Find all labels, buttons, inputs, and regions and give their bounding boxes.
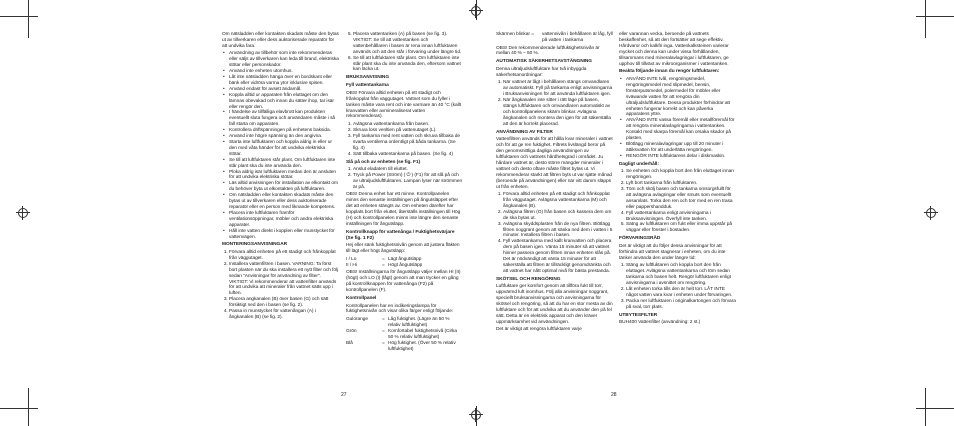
list-item: 2. När ångkanalen inte sitter i rätt läge på basen, stängs luftfuktaren och omvandlaren automatiskt av och kontrollpanelens skärm blinkar. Avlägsna ångkanalen och montera den igen för att säkerställa att den är korrekt placerad. [503, 98, 613, 128]
list-item: • Blötlägg mineralavlagringar upp till 20 minuter i ättiksvatten för att underlätta rengöringen. [626, 142, 736, 154]
paragraph: Hej eller sänk fuktighetsnivån genom att justera fläkten till lägt eller högt ångutsläpp: [346, 243, 460, 255]
sub-heading: Kontrollpanel [346, 295, 377, 301]
indicator-row [346, 329, 463, 341]
list-item: • Använd inte högre spänning än den angivna. [229, 134, 339, 140]
list-item: • Läs alltid anvisningen för installation av elkontakt om du behöver byta ut elkontakten på luftfuktaren. [229, 181, 339, 193]
list-item: 2. Installera vattenfiltren i basen. VARNING: Ta först bort plasten när du ska installera ett nytt filter och följ sedan "Anvisningar för användning av filter". VIKTIGT: Vi rekommenderar att vattenfilter används för att undvika att mineraler från vattnet sätts upp i luften. [229, 262, 339, 297]
column-2 [346, 32, 463, 353]
list-item: • Låt inte nätsladden hänga över en bordskant eller bänk eller vidröra varma ytor inklusive spisen. [229, 75, 339, 87]
list-item: 3. Packa ner luftfuktaren i originalkartongen och förvara på sval, torr plats. [626, 299, 736, 311]
safety-bullets [222, 51, 339, 240]
page-number: 28 [611, 392, 617, 398]
registration-mark [924, 206, 938, 220]
paragraph: Om nätsladden eller kontakten skadats måste den bytas ut av tillverkaren eller dess auktoriserade reparatör för att undvika fara. [222, 32, 339, 49]
list-item: 2. Skruva loss venltien på vattenutaget (L). [353, 128, 463, 134]
list-item: 5. Sätng av luftfuktaren om fukt eller imma uppstår på väggar eller fönster i bostaden. [626, 222, 736, 234]
column-3 [496, 32, 613, 335]
list-item: 4. Fyll vattentankarna enligt anvisningarna i Bruksanvisningen. Överfyll inte tanken. [626, 211, 736, 223]
list-item: • I händelse av tillfälliga elavbrott kan produkten eventuellt sluta fungera och användaren måste i så fall starta om apparaten. [229, 110, 339, 128]
list-item: 2. Låt enheten torka tills den är helt torr. LÅT INTE något vatten vara kvar i enheten under förvaringen. [626, 287, 736, 299]
sub-heading: Kontrollknapp för vattenånga / Fuktighetsvärjare (Se fig. 1 F2) [346, 229, 455, 241]
list-item: 5. Placera vattentanken (A) på basen (se fig. 3). VIKTIGT: Se till att vattentanken och vattenbehållaren i basen är rena innan luftfuktaren används och att den står i förvaring under längre tid. [353, 32, 463, 56]
section-heading: AUTOMATISK SÄKERHETSAVSTÄNGNING [496, 59, 592, 65]
crop-mark [925, 0, 926, 38]
list-item: 4. Passa in munstycket för vattenångan (A) i ångkanalen (B) (se fig. 2). [229, 309, 339, 321]
registration-mark [16, 206, 30, 220]
section-heading: BRUKSANVISNING [346, 75, 390, 81]
list-item: 1. Avlägsna vattentankarna från basen. [353, 122, 463, 128]
filter-steps [496, 192, 613, 275]
section-heading: ANVÄNDNING AV FILTER [496, 129, 553, 135]
indicator-value: Komfortabel fuktighetsnivå (Cirka 50 % relativ luftfuktighet) [388, 328, 458, 340]
list-item: 3. Placera angkanalen (B) över basen (G) och sätt försiktigt ned den i basen (se fig. 2). [229, 297, 339, 309]
level-key: I / Lo [346, 256, 357, 262]
level-sep: = [382, 256, 385, 262]
list-item: • Om nätsladden eller kontakten skadats måste den bytas ut av tillverkaren eller dess auktoriserade reparatör eller en person med liknande kompetens. [229, 193, 339, 211]
section-heading: MONTERINGSANVISNINGAR [222, 242, 288, 248]
warning-row [496, 32, 613, 44]
list-item: 3. Töm och skölj basen och tankarna omsorgsfullt för att avlägsna avlagringar eller smuts som eventuellt ansamlats. Torka den ren och torr med en ren trasa eller pappershandduk. [626, 187, 736, 211]
list-item: 4. Sätt tillbaka vattentankarna på basen. (Se fig. 4) [353, 152, 463, 158]
indicator-key: Gulorange [346, 317, 368, 323]
indicator-sep: = [382, 328, 385, 334]
paragraph: Luftfuktare ger komfort genom att tillföra fukt till torr, uppvärmd luft inomhus. Följ alla anvisningar noggrant, speciellt bruksanvisningarna och anvisningarna för skötsel och rengöring, så att du har en stor mesta av din luftfuktare och för att undvika att du använder den på fel sätt. Detta är en elektrisk apparat och den kräver uppmärksamhet vid användningen. [496, 284, 613, 325]
list-item: 1. När vattnet är lågt i behållaren stängs omvandlaren av automatiskt. Fyll på tankarna enligt anvisningarna i Bruksanvisningen för att använda luftfuktaren igen. [503, 80, 613, 98]
list-item: 2. Lyft bort tankarna från luftfuktaren. [626, 181, 736, 187]
crop-mark [0, 408, 38, 409]
list-item: 4. Fyll vattentankarna med kallt kranvatten och placera dem på basen igen. Vänta 15 minuter så att vattnet hinner passera genom filtren innan enheten slås på. Det är nödvändigt att vänta 15 minuter för att säkerställa att filtren är tillräckligt genomdränkta och att vattnet har nått optimal nivå för bästa prestanda. [503, 239, 613, 274]
caution-bullets [619, 77, 736, 160]
sub-heading: Slå på och av enheten (se fig. F1) [346, 159, 421, 165]
list-item: • ANVÄND INTE tvål, rengöringsmedel, rengöringsmedel med slipmedel, bensin, fönsterputsmedel, polermedel för möbler eller sväwande vatten för att rengöra din ultraljudsluftfuktare. Dessa produkter förhindrar att enheten fungerar korrekt och kan påverka apparatens yttre. [626, 77, 736, 118]
paragraph: OBS! Den rekommenderade luftfuktighetsnivån är mellan 40 % – 50 %. [496, 45, 600, 57]
indicator-sep: = [382, 340, 385, 346]
list-item: 1. Förvara alltid enheten på ett stadigt och frånkopplat från väggutaget. [229, 250, 339, 262]
paragraph: Kontrollpanelen har en indikeringslampa för fuktighetsnivån och visar olika färger enligt följande: [346, 303, 454, 315]
crop-mark [916, 16, 954, 17]
list-item: • Använd endast för avsett ändamål. [229, 87, 339, 93]
sub-heading: Dagligt underhåll: [619, 161, 659, 167]
list-item: • ANVÄND INTE vassa föremål eller metallföremål för att rengöra mineralavlagringarna i vattentanken. Kontakt med skarpa föremål kan orsaka skador på plasten. [626, 118, 736, 142]
daily-steps [619, 169, 736, 234]
crop-mark [925, 388, 926, 426]
list-item: 2. Tryck på Power (Ström) ( ⏻ ) (F1) för att slå på och av ultraljudsluftfuktaren. Lampan lyser när strömmen är på. [353, 173, 463, 191]
column-1 [222, 32, 339, 323]
list-item: 1. Anslut eladatern till eluttet. [353, 167, 463, 173]
power-steps [346, 167, 463, 191]
level-value: Högt ångutsläpp [388, 262, 423, 268]
list-item: 1. Se enheten och koppla bort den från eluttaget innan rengöringen. [626, 169, 736, 181]
warning-key: Skärmen blinkar = [496, 32, 534, 37]
section-heading: FÖRVARINGSRÅD [619, 236, 661, 242]
list-item: • Se till att luftfuktaren står plant. Om luftfuktaren inte står plant ska du inte använda den. [229, 158, 339, 170]
indicator-row [346, 341, 463, 353]
storage-steps [619, 263, 736, 310]
list-item: • Användning av tillbehör som inte rekommenderas eller säljs av tillverkaren kan leda till brand, elektriska stötar eller personskador. [229, 51, 339, 69]
assembly-steps-cont [346, 32, 463, 73]
list-item: 2. Avlägsna filtren (O) från basen och kassera dem om de ska bytas ut. [503, 210, 613, 222]
sub-heading: Beakta följande innan du rengör luftfuktaren: [619, 69, 720, 75]
level-sep: = [382, 262, 385, 268]
level-key: II / Hi [346, 262, 357, 268]
indicator-value: Låg fuktighet. (Lägre än 50 % relativ luftfuktighet) [388, 317, 450, 328]
page-number: 27 [341, 392, 347, 398]
list-item: • Placera inte luftfuktaren framför ventilationsöppningar, möbler och andra elektriska apparater. [229, 211, 339, 229]
paragraph: Det är viktigt att rengöra luftfuktaren varje [496, 327, 582, 333]
indicator-sep: = [382, 317, 385, 323]
list-item: 3. Fyll tankarna med rent vatten och skruva tillbaka de svarta ventilerna ordentligt på båda tankarna. (Se fig. 4) [353, 134, 463, 152]
paragraph: Denna ultraljudsluftfuktare har två inbyggda säkerhetsanordningar: [496, 66, 587, 78]
crop-mark [28, 0, 29, 38]
list-item: 3. Avlägsna skyddsplasten från de nya filtren. Blötlägg filtren noggrant genom att sänka ned dem i vatten i 5 minuter. Installera filtren i basen. [503, 222, 613, 240]
paragraph: BUH400 Vattenfilter (användning: 2 st.) [619, 320, 701, 326]
crop-mark [28, 388, 29, 426]
paragraph: eller varannan vecka, beroende på vattnets beskaffenhet, så att den fortsätter att sege effektiv. Hårdvaror och kalkfri inga. Vattenkalksteinen varierar mycket och denna kan under vissa förhållanden, tillsammans med mineralavlagringar i luftfuktaren, ge upphov till tillväxt av mikroorganismer i vattentanken. [619, 32, 729, 67]
paragraph: OBS! Förvara alltid enheten på ett stadigt och frånkopplat från väggutaget. Vattnet som du fyller i tanken måste vara rent och inte varmare än 40 °C (kallt kranvatten eller avmineraliserat vatten rekommenderas). [346, 90, 461, 120]
section-heading: SKÖTSEL OCH RENGÖRING [496, 276, 561, 282]
safety-steps [496, 80, 613, 127]
list-item: • RENGÖR INTE luftfuktarens delar i diskmaskin. [626, 154, 736, 160]
indicator-key: Blå [346, 340, 353, 346]
list-item: • Använd inte enheten utomhus. [229, 69, 339, 75]
crop-mark [0, 16, 38, 17]
level-value: Lägt ångutsläpp [388, 256, 422, 262]
indicator-value: Hög fuktighet. (Över 50 % relativ luftfuktighet) [388, 340, 456, 352]
paragraph: OBS! Inställningarna för ångutsläpp väljer mellan HI (II) (högt) och LO (I) (lågt) genom att man trycker en gång på kontrollknappen för vattenånga (F2) på kontrollpanelen (F). [346, 270, 461, 294]
registration-mark [469, 4, 483, 18]
list-item: • Ploka aldrig isär luftfuktaren medan den är ansluten för att undvika elektriska stötar. [229, 170, 339, 182]
list-item: 1. Stäng av luftfuktaren och koppla bort den från eluttaget. Avlägsna vattentankarna och töm sedan tankarna och basen helt. Rengör luftfuktaren enligt anvisningarna i avsnittet om rengöring. [626, 263, 736, 287]
list-item: 6. Se till att luftfuktaren står plant. Om luftfuktaren inte står plant ska du inte använda den, eftersom vattnet kan läcka ut. [353, 56, 463, 74]
sub-heading: Fyll vattentankarna [346, 83, 389, 89]
registration-mark [469, 408, 483, 422]
warning-value: vattennivån i behållaren är låg, fyll på vatten i tankarna [542, 32, 613, 43]
indicator-row [346, 317, 463, 329]
list-item: • Kontrollera driftspänningen på enhetens baksida. [229, 128, 339, 134]
column-4 [619, 32, 736, 328]
list-item: • Starta inte luftfuktaren och koppla aldrig in eller ur den med våta händer för att undvika elektriska stötar. [229, 140, 339, 158]
crop-mark [916, 408, 954, 409]
list-item: • Håll inte vatten direkt i kopplen eller munstycket för vattenvägen. [229, 229, 339, 241]
assembly-steps [222, 250, 339, 321]
level-row [346, 263, 463, 269]
list-item: 1. Förvara alltid enheten på ett stadigt och frånkopplat från väggutaget. Avlägsna vattentankarna (M) och ångkanalen (B). [503, 192, 613, 210]
paragraph: Vattenfiltren används för att hålla kvar mineraler i vattnet och för att ge ren fuktighet. Filtrets livslängd beror på den genomsnittliga dagliga användningen av luftfuktaren och vattnets hårdhetsgrad i området. Ju hårdare vattnet är, desto större mängder mineraler i vattnet och desto oftare måste filtret bytas ut. Vi rekommenderar starkt att filtren byts ut var sjätte månad (beroende på användningen) eller när vitt damm släpps ut från enheten. [496, 137, 613, 190]
paragraph: Det är viktigt att du följer dessa anvisningar för att förhindra att vattnet stagnerar i enheten, om du inte tänker använda den under längre tid: [619, 243, 726, 261]
indicator-key: Grön [346, 328, 357, 334]
paragraph: OBS! Denna enhet har ett minne. Kontrollpanelen minns den senaste inställningen på ångutsläppet efter det att enheten stängts av. Om enheten därefter har kopplats bort från eluttet, återställs inställningen till Hög (H) och kontrollpanelen minns inte längre den senaste inställningen för ångutsläpp. [346, 192, 461, 227]
fill-steps [346, 122, 463, 157]
list-item: • Koppla alltid ur apparaten från eluttaget om den lämnas obevakad och innan du sätter ihop, tar isär eller rengör den. [229, 93, 339, 111]
section-heading: UTBYTESFILTER [619, 312, 658, 318]
